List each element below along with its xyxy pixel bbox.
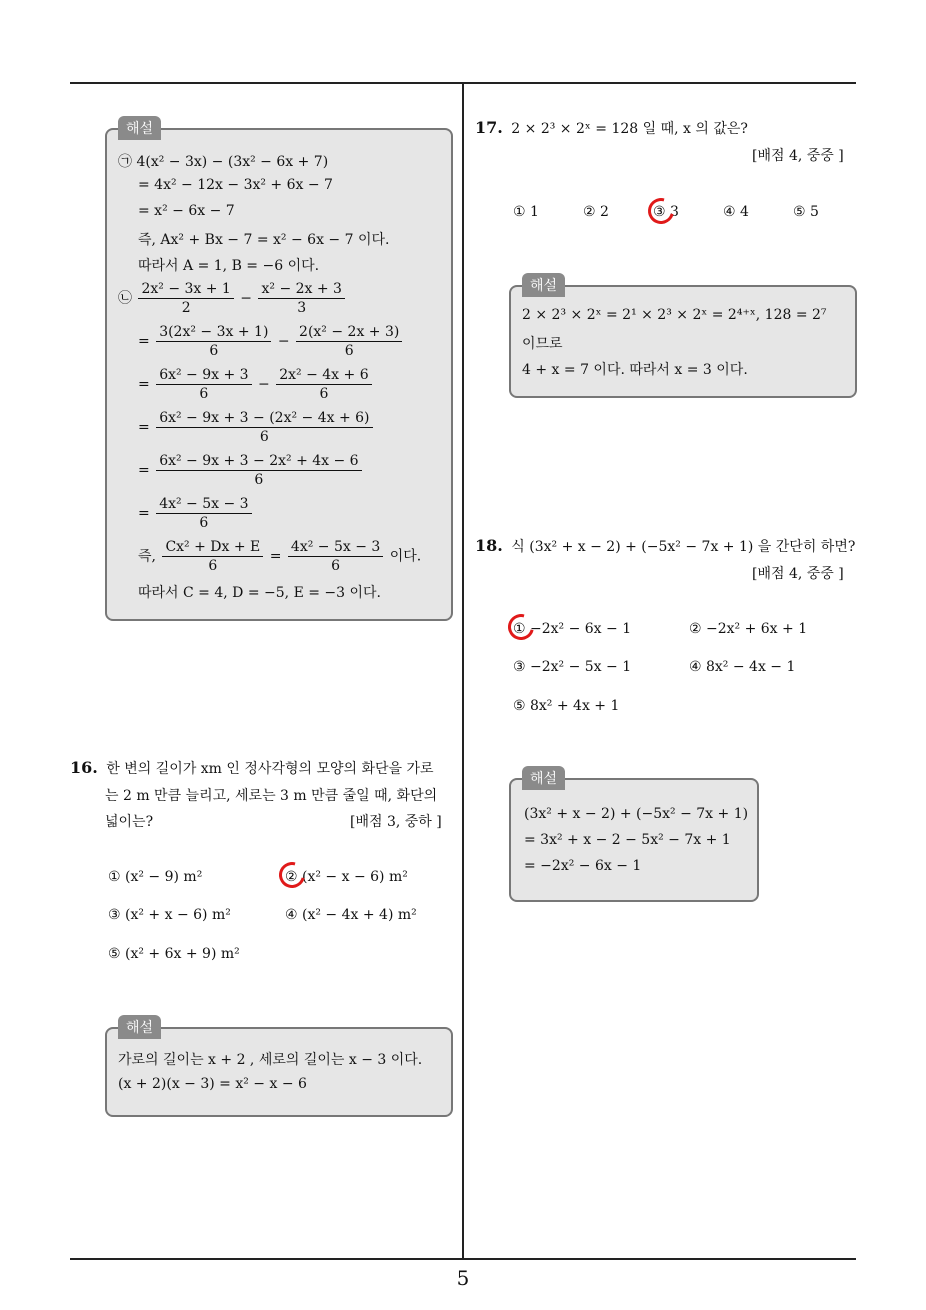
fraction: $\frac{\text{2x² − 3x + 1}}{2}$ <box>138 280 233 317</box>
option-2[interactable]: ② −2x² + 6x + 1 <box>689 621 808 637</box>
option-5[interactable]: ⑤ 8x² + 4x + 1 <box>513 698 620 714</box>
solution-tag: 해설 <box>522 273 565 297</box>
question-number: 16. <box>70 758 98 777</box>
option-4[interactable]: ④ 4 <box>723 204 749 220</box>
fraction: $\frac{\text{2(x² − 2x + 3)}}{6}$ <box>296 323 402 360</box>
option-1[interactable]: ① 1 <box>513 204 539 220</box>
solution-line: 즉, Ax² + Bx − 7 = x² − 6x − 7 이다. <box>138 232 390 248</box>
fraction: $\frac{\text{Cx² + Dx + E}}{6}$ <box>162 538 263 575</box>
solution-tag: 해설 <box>522 766 565 790</box>
solution-line: 2 × 2³ × 2ˣ = 2¹ × 2³ × 2ˣ = 2⁴⁺ˣ, 128 = 2⁷ <box>522 307 827 323</box>
solution-tag: 해설 <box>118 1015 161 1039</box>
option-4[interactable]: ④ 8x² − 4x − 1 <box>689 659 796 675</box>
question-number: 17. <box>475 118 503 137</box>
solution-line: 이므로 <box>522 336 563 352</box>
fraction-step: = $\frac{\text{4x² − 5x − 3}}{6}$ <box>138 495 254 532</box>
points-label: [배점 4, 중중 ] <box>752 148 844 164</box>
solution-line: 따라서 C = 4, D = −5, E = −3 이다. <box>138 585 382 601</box>
option-1[interactable]: ① −2x² − 6x − 1 <box>513 621 632 637</box>
column-divider <box>462 84 464 1259</box>
solution-line: = x² − 6x − 7 <box>138 203 235 219</box>
fraction-step: 즉, $\frac{\text{Cx² + Dx + E}}{6}$ = $\frac{\text{4x² − 5x − 3}}{6}$ 이다. <box>138 539 422 574</box>
points-label: [배점 4, 중중 ] <box>752 566 844 582</box>
question-18: 18. 식 (3x² + x − 2) + (−5x² − 7x + 1) 을 간단히 하면? <box>475 536 856 555</box>
fraction: $\frac{\text{6x² − 9x + 3 − (2x² − 4x + 6)}}{6}$ <box>156 409 372 446</box>
option-3[interactable]: ③ (x² + x − 6) m² <box>108 907 231 923</box>
page-number: 5 <box>456 1266 470 1290</box>
fraction-step: = $\frac{\text{6x² − 9x + 3}}{6}$ − $\frac{\text{2x² − 4x + 6}}{6}$ <box>138 366 374 403</box>
option-3[interactable]: ③ −2x² − 5x − 1 <box>513 659 632 675</box>
option-5[interactable]: ⑤ (x² + 6x + 9) m² <box>108 946 240 962</box>
question-17: 17. 2 × 2³ × 2ˣ = 128 일 때, x 의 값은? <box>475 118 748 137</box>
option-2[interactable]: ② 2 <box>583 204 609 220</box>
fraction-step: = $\frac{\text{6x² − 9x + 3 − (2x² − 4x + 6)}}{6}$ <box>138 409 375 446</box>
option-5[interactable]: ⑤ 5 <box>793 204 819 220</box>
fraction-step: = $\frac{\text{3(2x² − 3x + 1)}}{6}$ − $\frac{\text{2(x² − 2x + 3)}}{6}$ <box>138 323 404 360</box>
question-text: 넓이는? <box>105 814 154 830</box>
solution-line: 따라서 A = 1, B = −6 이다. <box>138 258 320 274</box>
points-label: [배점 3, 중하 ] <box>350 814 442 830</box>
question-number: 18. <box>475 536 503 555</box>
fraction-step: ㉡ $\frac{\text{2x² − 3x + 1}}{2}$ − $\frac{\text{x² − 2x + 3}}{3}$ <box>118 280 347 317</box>
fraction: $\frac{\text{6x² − 9x + 3 − 2x² + 4x − 6}}{6}$ <box>156 452 361 489</box>
solution-line: (3x² + x − 2) + (−5x² − 7x + 1) <box>524 806 749 822</box>
option-3[interactable]: ③ 3 <box>653 204 679 220</box>
bottom-rule <box>70 1258 856 1260</box>
solution-line: 4 + x = 7 이다. 따라서 x = 3 이다. <box>522 362 748 378</box>
solution-tag: 해설 <box>118 116 161 140</box>
option-4[interactable]: ④ (x² − 4x + 4) m² <box>285 907 417 923</box>
fraction: $\frac{\text{4x² − 5x − 3}}{6}$ <box>156 495 251 532</box>
fraction: $\frac{\text{4x² − 5x − 3}}{6}$ <box>288 538 383 575</box>
fraction: $\frac{\text{6x² − 9x + 3}}{6}$ <box>156 366 251 403</box>
answer-mark <box>643 193 679 229</box>
step-label: ㉡ <box>118 290 132 307</box>
solution-line: (x + 2)(x − 3) = x² − x − 6 <box>118 1076 307 1092</box>
solution-line: 가로의 길이는 x + 2 , 세로의 길이는 x − 3 이다. <box>118 1052 423 1068</box>
fraction: $\frac{\text{x² − 2x + 3}}{3}$ <box>258 280 344 317</box>
option-1[interactable]: ① (x² − 9) m² <box>108 869 203 885</box>
question-16: 16. 한 변의 길이가 xm 인 정사각형의 모양의 화단을 가로 <box>70 758 434 777</box>
option-2[interactable]: ② (x² − x − 6) m² <box>285 869 408 885</box>
answer-mark <box>274 857 310 893</box>
solution-line: = 4x² − 12x − 3x² + 6x − 7 <box>138 177 333 193</box>
solution-line: = 3x² + x − 2 − 5x² − 7x + 1 <box>524 832 731 848</box>
answer-mark <box>503 609 539 645</box>
question-text: 는 2 m 만큼 늘리고, 세로는 3 m 만큼 줄일 때, 화단의 <box>105 788 438 804</box>
fraction-step: = $\frac{\text{6x² − 9x + 3 − 2x² + 4x − 6}}{6}$ <box>138 452 364 489</box>
solution-line: = −2x² − 6x − 1 <box>524 858 642 874</box>
solution-box-16 <box>105 1027 453 1117</box>
fraction: $\frac{\text{3(2x² − 3x + 1)}}{6}$ <box>156 323 271 360</box>
solution-line: ㉠ 4(x² − 3x) − (3x² − 6x + 7) <box>118 154 329 170</box>
fraction: $\frac{\text{2x² − 4x + 6}}{6}$ <box>276 366 371 403</box>
